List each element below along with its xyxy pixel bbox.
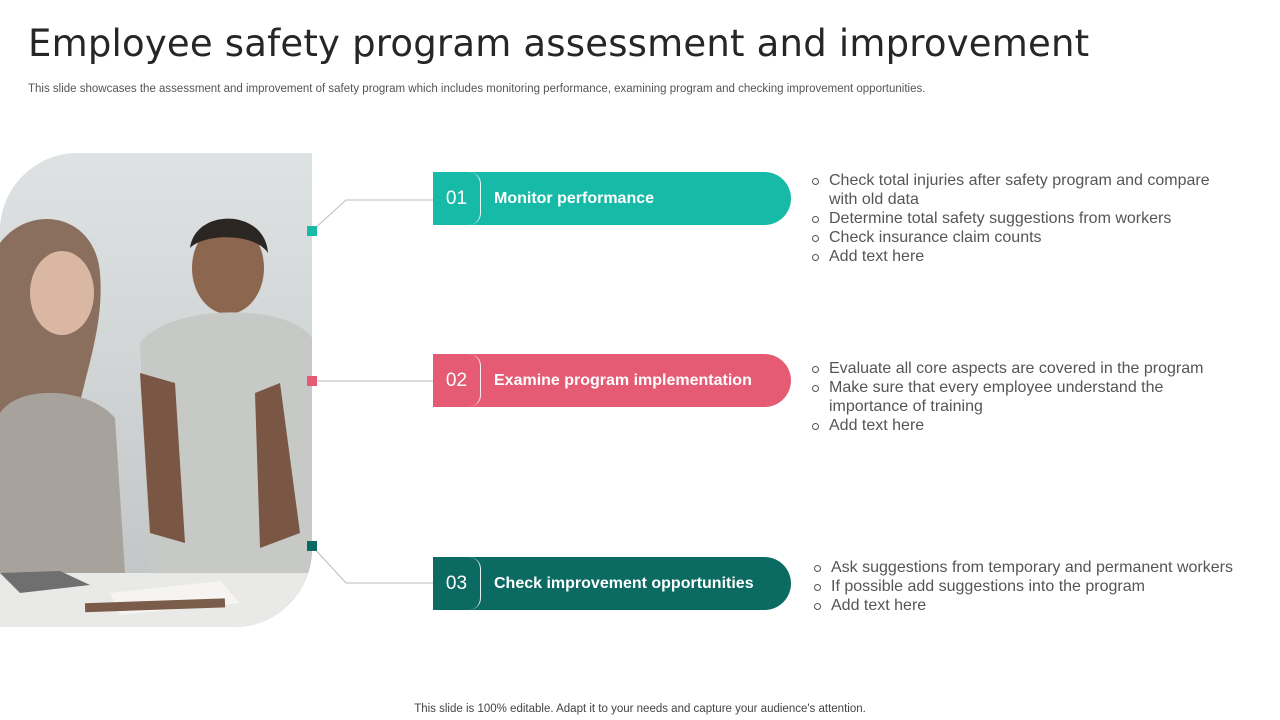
step-1-bullet: Add text here bbox=[810, 247, 1225, 266]
step-1-label: Monitor performance bbox=[494, 189, 655, 207]
slide-footer: This slide is 100% editable. Adapt it to your needs and capture your audience's attention. bbox=[414, 703, 866, 715]
step-2-bullet: Make sure that every employee understand the importance of training bbox=[810, 378, 1225, 416]
step-1-pill bbox=[433, 172, 791, 225]
step-3-pill bbox=[433, 557, 791, 610]
step-1-bullet: Check total injuries after safety program and compare with old data bbox=[810, 171, 1225, 209]
step-2-bullet: Evaluate all core aspects are covered in the program bbox=[810, 359, 1225, 378]
slide-subtitle: This slide showcases the assessment and improvement of safety program which includes monitoring performance, examining program and checking improvement opportunities. bbox=[28, 83, 926, 95]
marker-2 bbox=[307, 376, 317, 386]
step-2-label: Examine program implementation bbox=[494, 371, 752, 389]
step-1-bullet: Determine total safety suggestions from workers bbox=[810, 209, 1225, 228]
connector-line-3 bbox=[312, 546, 433, 583]
step-3-bullet: Ask suggestions from temporary and permanent workers bbox=[812, 558, 1252, 577]
step-1-bullet: Check insurance claim counts bbox=[810, 228, 1225, 247]
step-2-bullets bbox=[810, 359, 1225, 435]
slide-title: Employee safety program assessment and improvement bbox=[28, 22, 1090, 65]
step-1-bullets bbox=[810, 171, 1225, 266]
step-3-number: 03 bbox=[433, 557, 481, 610]
step-2-bullet: Add text here bbox=[810, 416, 1225, 435]
connector-line-1 bbox=[312, 200, 433, 231]
step-3-bullet: Add text here bbox=[812, 596, 1252, 615]
marker-1 bbox=[307, 226, 317, 236]
step-2-number: 02 bbox=[433, 354, 481, 407]
step-2-pill bbox=[433, 354, 791, 407]
step-3-bullets bbox=[812, 558, 1252, 615]
step-3-bullet: If possible add suggestions into the program bbox=[812, 577, 1252, 596]
marker-3 bbox=[307, 541, 317, 551]
step-3-label: Check improvement opportunities bbox=[494, 574, 754, 592]
step-1-number: 01 bbox=[433, 172, 481, 225]
